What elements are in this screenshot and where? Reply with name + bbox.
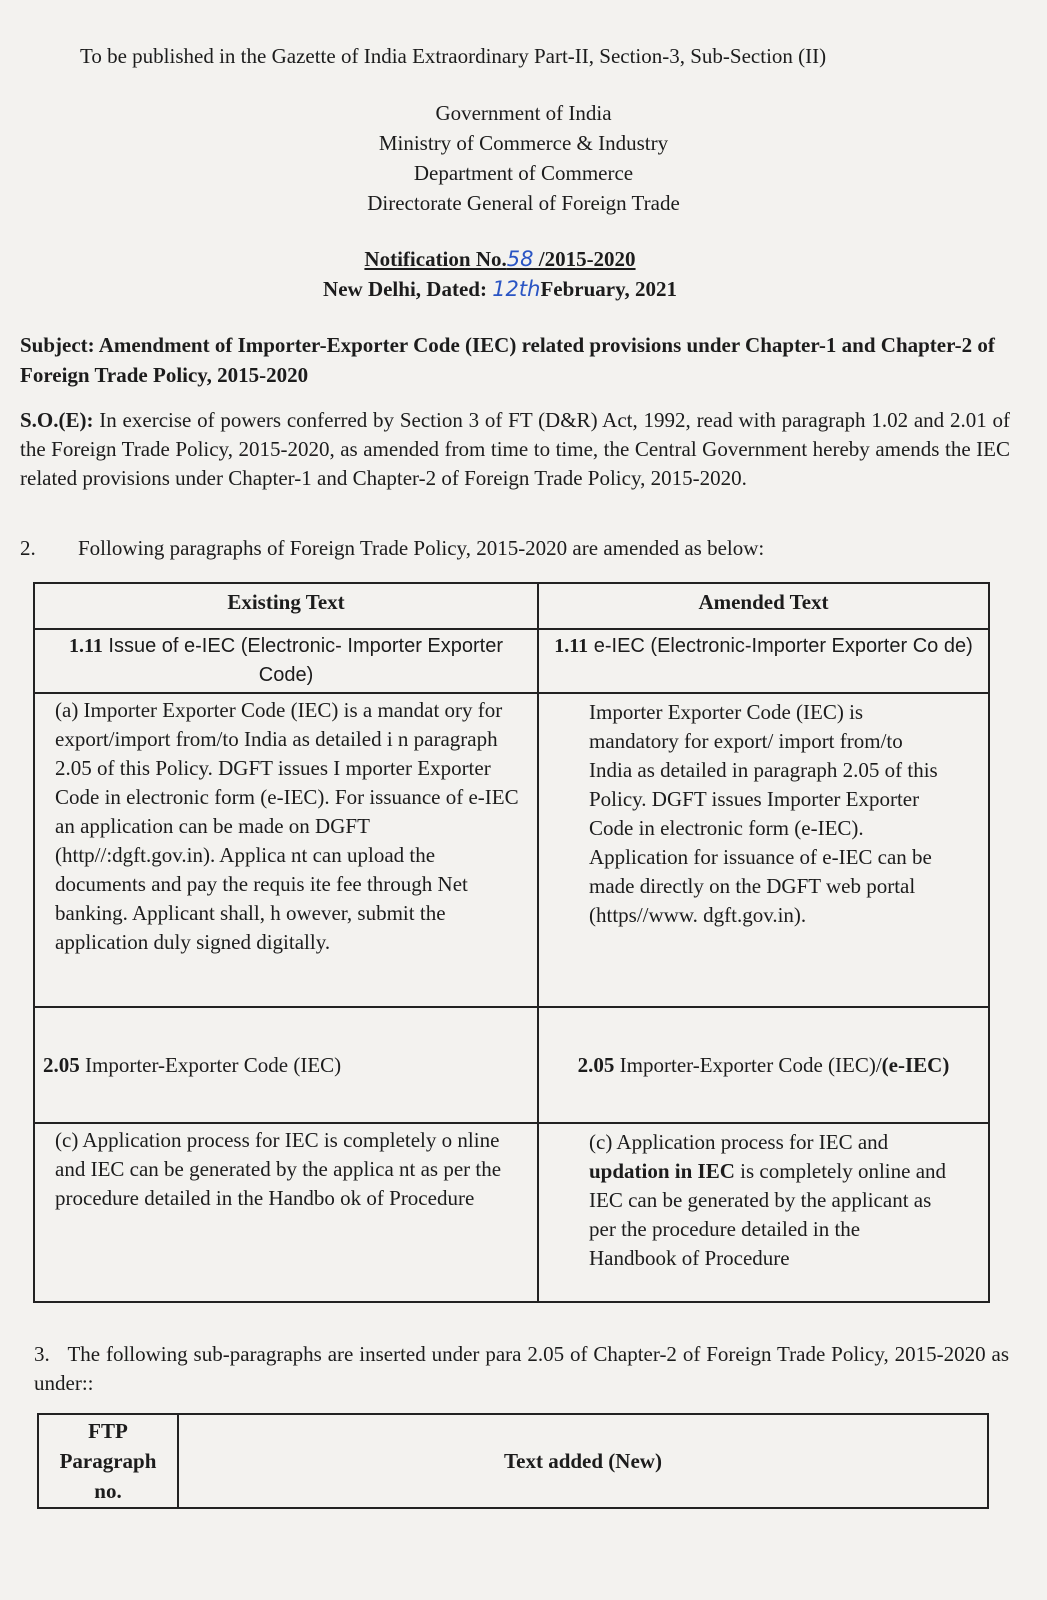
amended-para-1-11: 1.11 e-IEC (Electronic-Importer Exporter Co de) xyxy=(538,629,989,693)
paragraph-1: S.O.(E): In exercise of powers conferred by Section 3 of FT (D&R) Act, 1992, read with paragraph 1.02 and 2.01 of the Foreign Trade Policy, 2015-2020, as amended from time to time, the Central Government hereby amends the IEC related provisions under Chapter-1 and Chapter-2 of Foreign Trade Policy, 2015-2020. xyxy=(20,408,1010,490)
gazette-line: To be published in the Gazette of India Extraordinary Part-II, Section-3, Sub-Section (II) xyxy=(80,44,827,68)
authority-line-2: Ministry of Commerce & Industry xyxy=(378,131,669,155)
header-amended-text: Amended Text xyxy=(538,583,989,629)
existing-para-2-05: 2.05 Importer-Exporter Code (IEC) xyxy=(34,1007,538,1123)
table-header-row xyxy=(38,1414,988,1508)
authority-line-4: Directorate General of Foreign Trade xyxy=(367,191,680,215)
notification-number: Notification No.58 /2015-2020 xyxy=(364,247,636,271)
amended-text-1-11: Importer Exporter Code (IEC) is mandatory for export/ import from/to India as detailed in paragraph 2.05 of this Policy. DGFT issues Importer Exporter Code in electronic form (e-IEC). Application for issuance of e-IEC can be made directly on the DGFT web portal (https//www. dgft.gov.in). xyxy=(538,693,989,1007)
header-text-added: Text added (New) xyxy=(178,1414,988,1508)
existing-text-2-05c: (c) Application process for IEC is completely o nline and IEC can be generated by the applica nt as per the procedure detailed in the Handbo ok of Procedure xyxy=(34,1123,538,1302)
ftp-insertion-table xyxy=(37,1413,989,1509)
existing-para-1-11: 1.11 Issue of e-IEC (Electronic- Importer Exporter Code) xyxy=(34,629,538,693)
subject-line: Subject: Amendment of Importer-Exporter Code (IEC) related provisions under Chapter-1 and Chapter-2 of Foreign Trade Policy, 2015-2020 xyxy=(20,333,995,387)
authority-line-3: Department of Commerce xyxy=(413,161,634,185)
table-row xyxy=(34,1123,989,1302)
amendment-table xyxy=(33,582,990,1303)
paragraph-2: 2. Following paragraphs of Foreign Trade Policy, 2015-2020 are amended as below: xyxy=(20,536,765,560)
table-row xyxy=(34,629,989,693)
header-existing-text: Existing Text xyxy=(34,583,538,629)
handwritten-number: 58 xyxy=(506,247,534,271)
existing-text-1-11: (a) Importer Exporter Code (IEC) is a mandat ory for export/import from/to India as detailed i n paragraph 2.05 of this Policy. DGFT issues I mporter Exporter Code in electronic form (e-IEC). For issuance of e-IEC an application can be made on DGFT (http//:dgft.gov.in). Applica nt can upload the documents and pay the requis ite fee through Net banking. Applicant shall, h owever, submit the application duly signed digitally. xyxy=(34,693,538,1007)
header-ftp-paragraph-no: FTP Paragraph no. xyxy=(38,1414,178,1508)
handwritten-date: 12th xyxy=(492,277,541,301)
table-row xyxy=(34,693,989,1007)
notification-date: New Delhi, Dated: 12thFebruary, 2021 xyxy=(323,277,677,301)
table-header-row xyxy=(34,583,989,629)
notification-header xyxy=(0,244,1000,304)
issuing-authority xyxy=(0,98,1047,218)
paragraph-3: 3. The following sub-paragraphs are inserted under para 2.05 of Chapter-2 of Foreign Trade Policy, 2015-2020 as under:: xyxy=(34,1342,1010,1395)
amended-para-2-05: 2.05 Importer-Exporter Code (IEC)/(e-IEC) xyxy=(538,1007,989,1123)
table-row xyxy=(34,1007,989,1123)
authority-line-1: Government of India xyxy=(435,101,612,125)
amended-text-2-05c: (c) Application process for IEC and updation in IEC is completely online and IEC can be generated by the applicant as per the procedure detailed in the Handbook of Procedure xyxy=(538,1123,989,1302)
so-label: S.O.(E): xyxy=(20,408,94,432)
